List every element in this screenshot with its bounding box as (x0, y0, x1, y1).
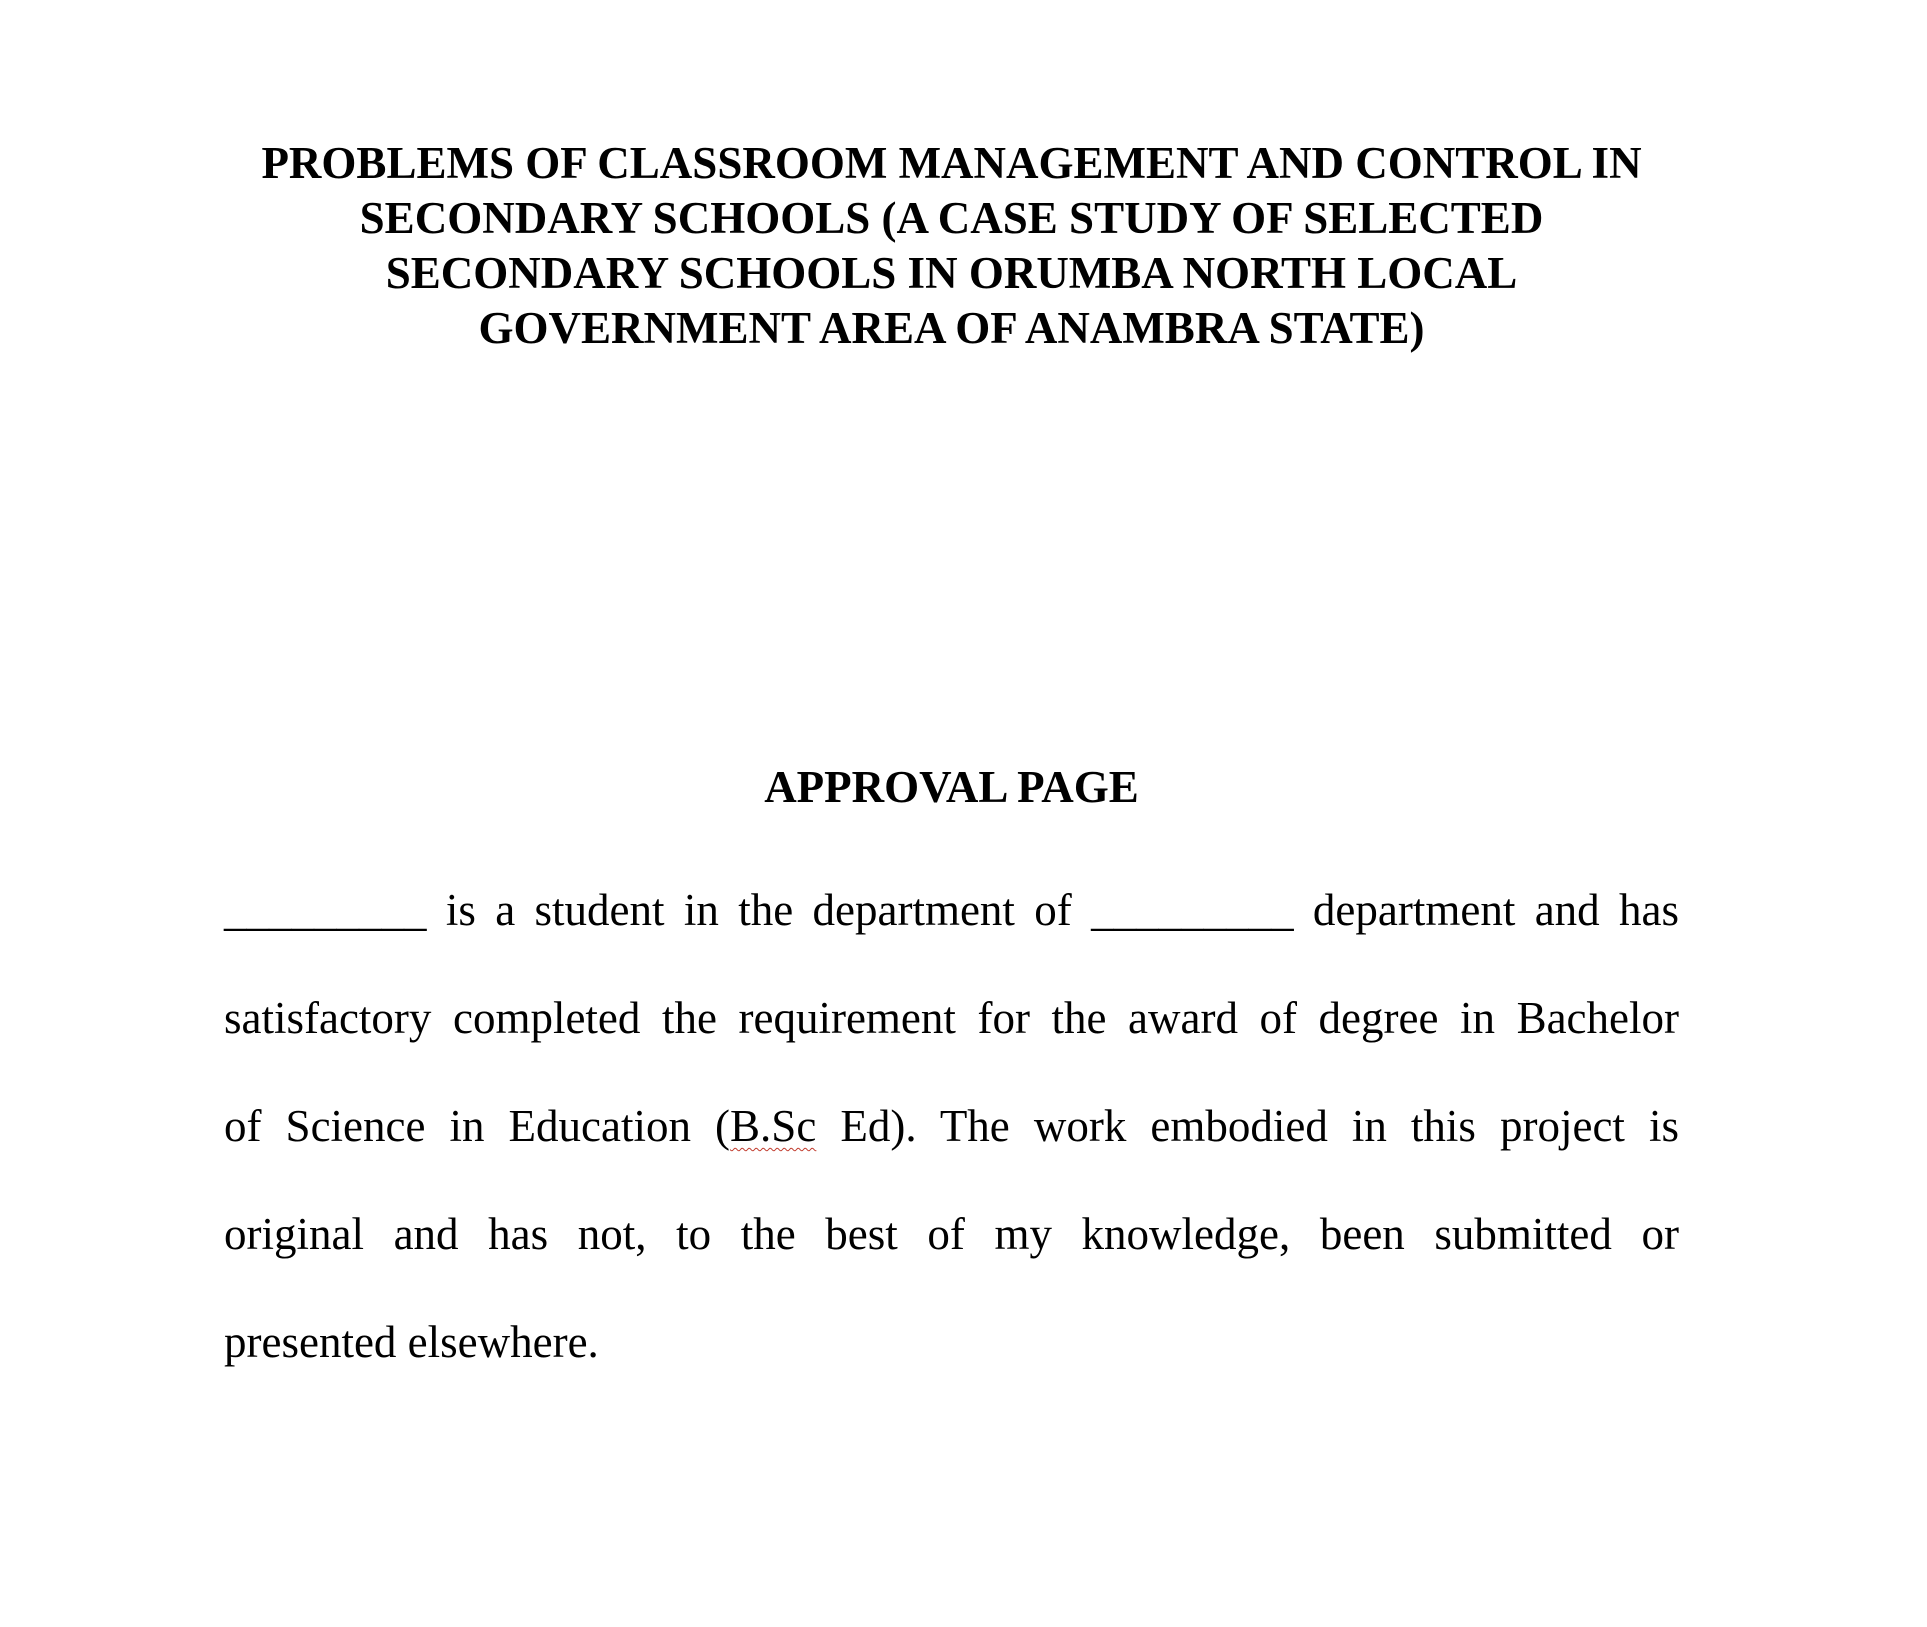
body-line-3-end: Ed). The work embodied in this project is (816, 1101, 1679, 1151)
body-line-3 (224, 1096, 1679, 1204)
body-line-1: _________ is a student in the department of _________ department and has (224, 885, 1679, 935)
body-line-5: presented elsewhere. (224, 1317, 599, 1367)
body-line-4: original and has not, to the best of my knowledge, been submitted or (224, 1209, 1679, 1259)
title-line-2: SECONDARY SCHOOLS (A CASE STUDY OF SELECTED (359, 193, 1544, 243)
title-line-4: GOVERNMENT AREA OF ANAMBRA STATE) (478, 303, 1425, 353)
document-title (224, 136, 1679, 356)
title-line-1: PROBLEMS OF CLASSROOM MANAGEMENT AND CONTROL IN (261, 138, 1642, 188)
degree-abbreviation: B.Sc (730, 1101, 817, 1151)
body-line-2: satisfactory completed the requirement for the award of degree in Bachelor (224, 993, 1679, 1043)
body-line-3-start: of Science in Education ( (224, 1101, 731, 1151)
approval-heading: APPROVAL PAGE (764, 762, 1139, 812)
title-line-3: SECONDARY SCHOOLS IN ORUMBA NORTH LOCAL (385, 248, 1518, 298)
approval-body (224, 880, 1679, 1420)
